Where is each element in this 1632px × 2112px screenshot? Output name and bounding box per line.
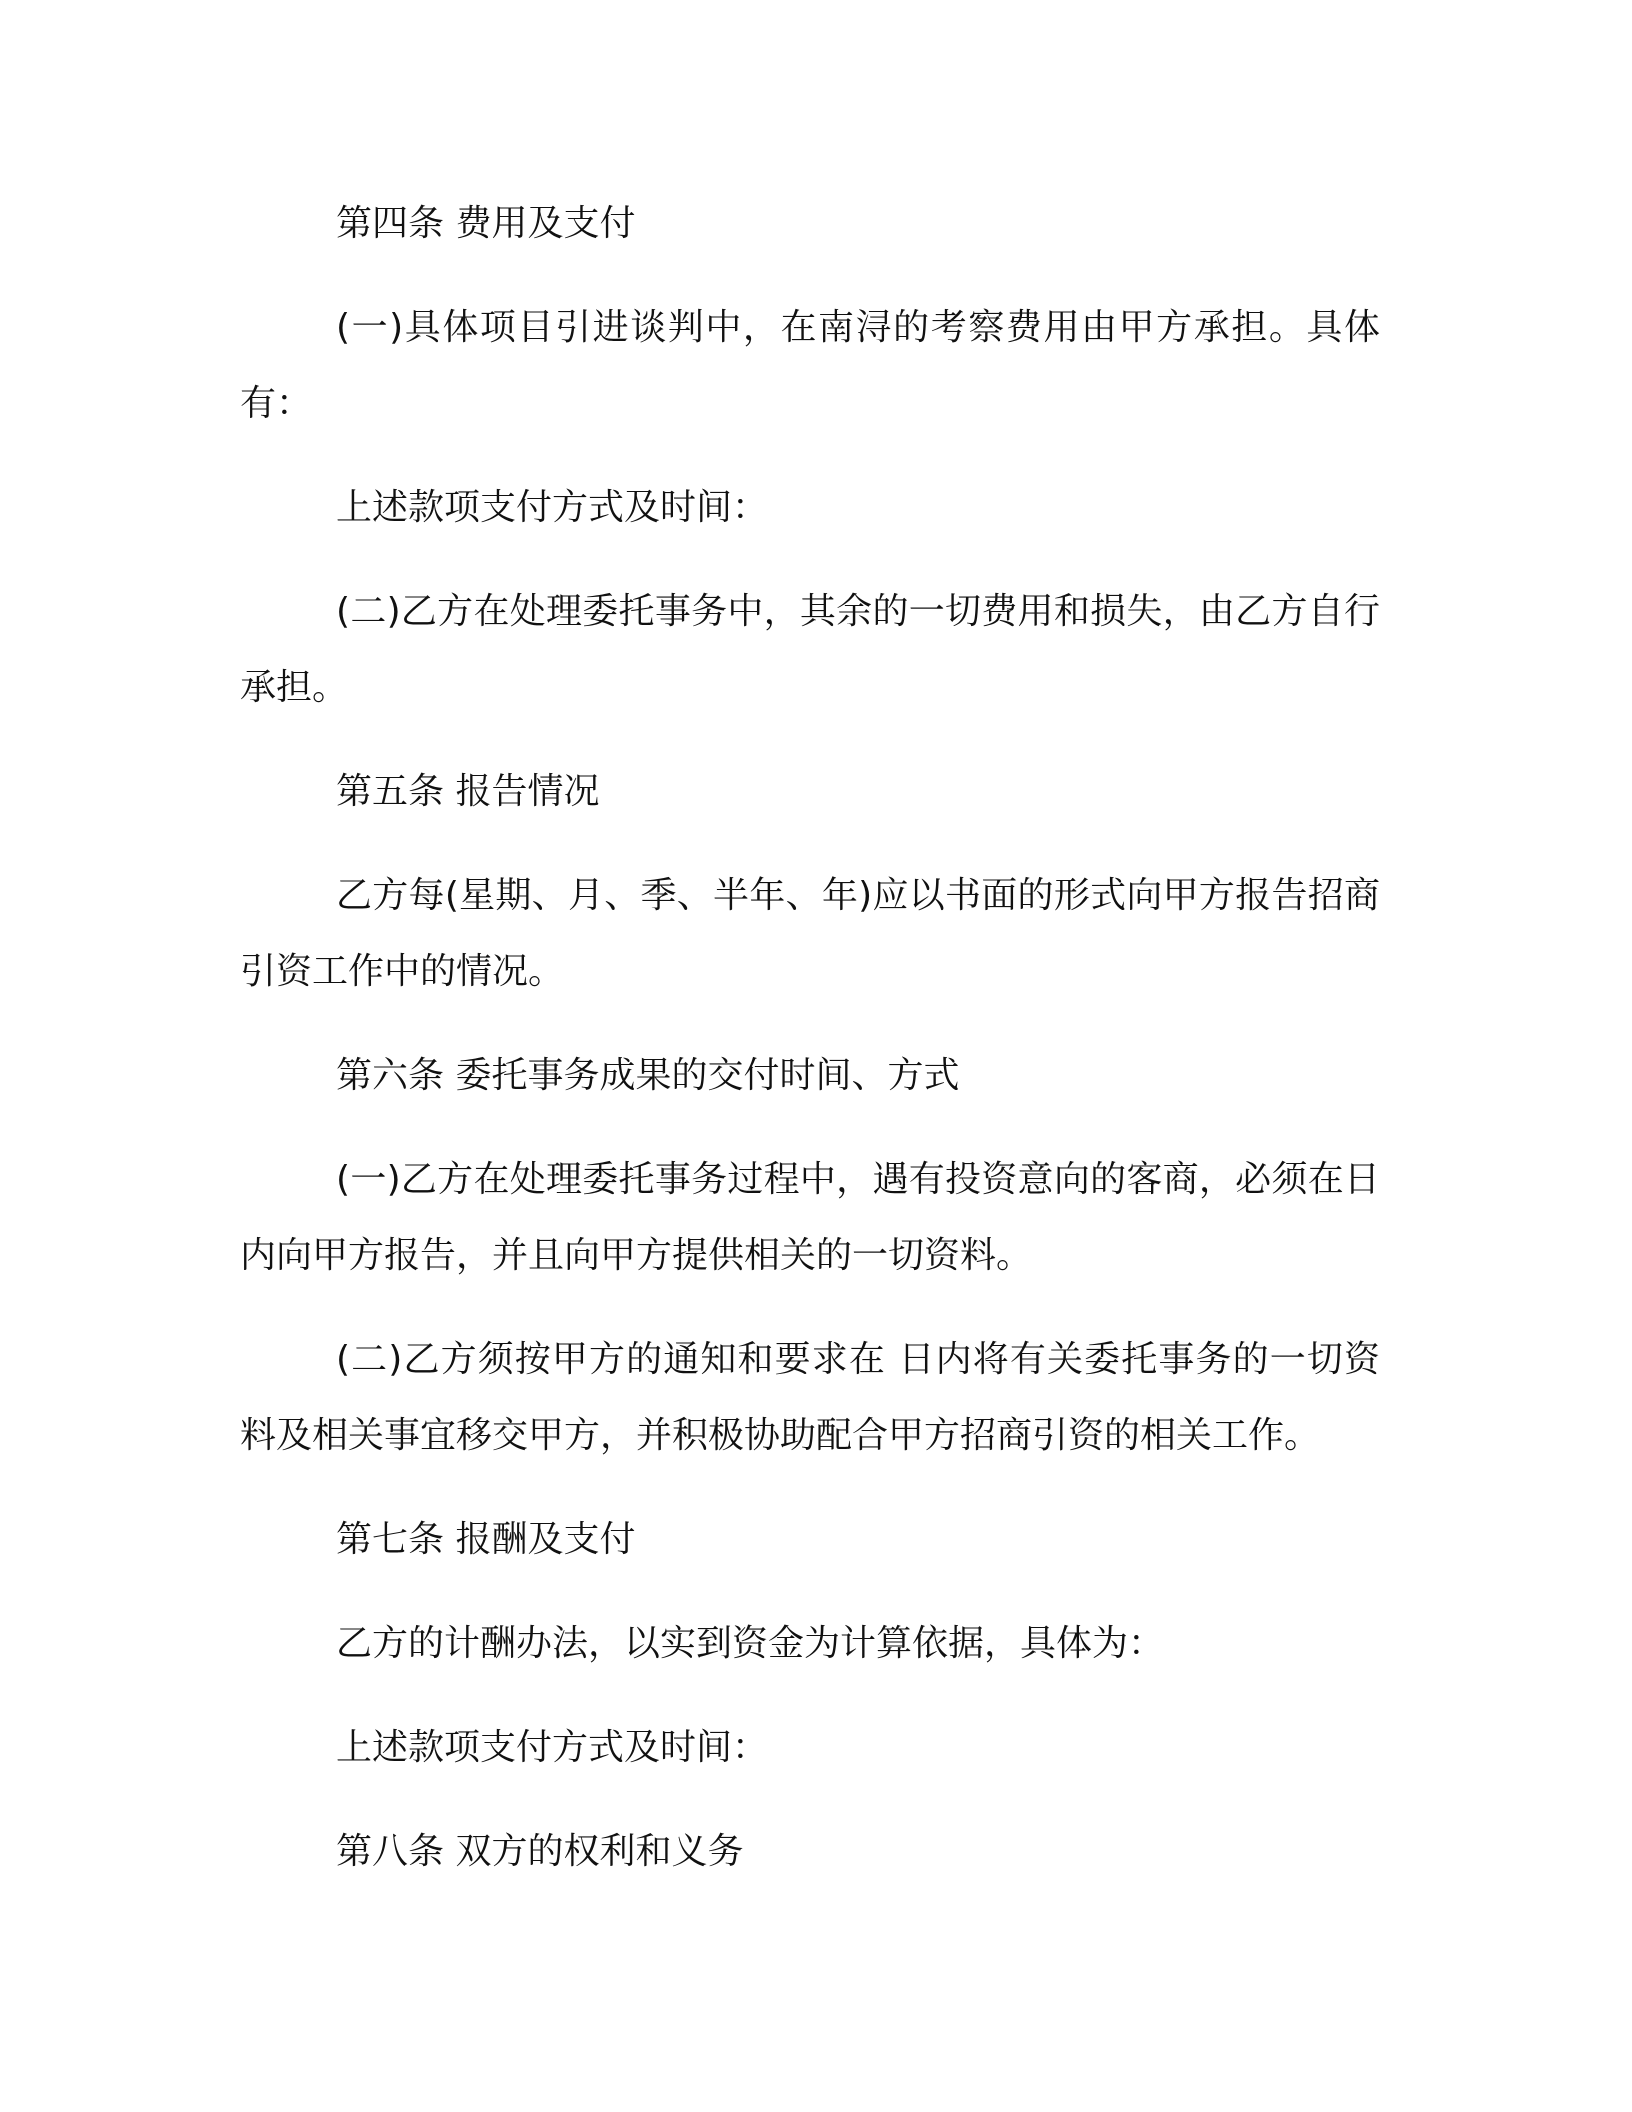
heading-article-7: 第七条 报酬及支付 — [336, 1519, 636, 1560]
heading-article-6: 第六条 委托事务成果的交付时间、方式 — [336, 1055, 960, 1096]
paragraph-5: 乙方每(星期、月、季、半年、年)应以书面的形式向甲方报告招商引资工作中的情况。 — [240, 875, 1380, 992]
paragraph-4-2: (二)乙方在处理委托事务中，其余的一切费用和损失，由乙方自行承担。 — [240, 591, 1380, 708]
paragraph-4-1: (一)具体项目引进谈判中，在南浔的考察费用由甲方承担。具体有： — [240, 307, 1380, 424]
document-body — [240, 186, 1380, 1918]
heading-article-8: 第八条 双方的权利和义务 — [336, 1831, 744, 1872]
paragraph-4-payment: 上述款项支付方式及时间： — [336, 487, 769, 528]
paragraph-7-method: 乙方的计酬办法，以实到资金为计算依据，具体为： — [336, 1623, 1165, 1664]
heading-article-5: 第五条 报告情况 — [336, 771, 600, 812]
paragraph-6-1: (一)乙方在处理委托事务过程中，遇有投资意向的客商，必须在日内向甲方报告，并且向甲方提供相关的一切资料。 — [240, 1159, 1380, 1276]
heading-article-4: 第四条 费用及支付 — [336, 203, 636, 244]
paragraph-7-payment: 上述款项支付方式及时间： — [336, 1727, 769, 1768]
paragraph-6-2: (二)乙方须按甲方的通知和要求在 日内将有关委托事务的一切资料及相关事宜移交甲方，并积极协助配合甲方招商引资的相关工作。 — [240, 1339, 1380, 1456]
